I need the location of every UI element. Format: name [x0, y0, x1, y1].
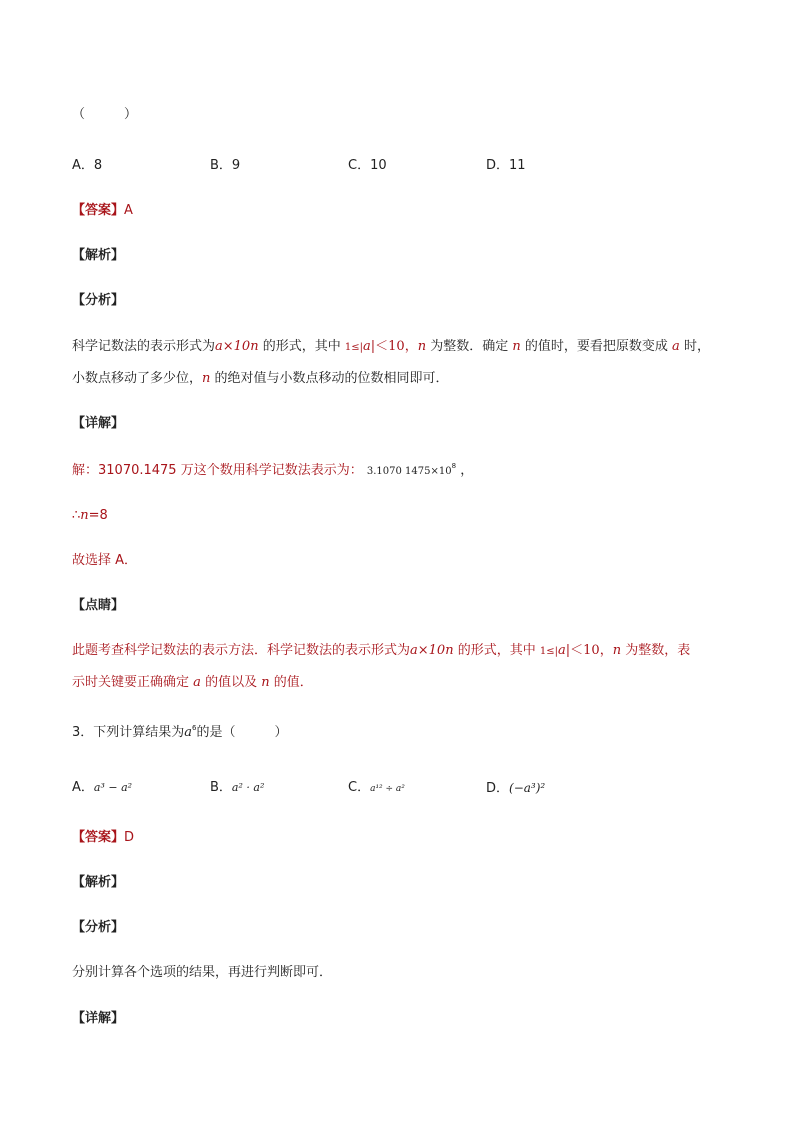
math-a: a [184, 725, 193, 740]
math-a-times-10n: a×10n [215, 339, 259, 354]
question-stem-tail [72, 106, 137, 124]
math-a: a [363, 339, 371, 354]
option-expr: a² · a² [231, 781, 265, 794]
therefore-line [72, 507, 108, 525]
math-exponent: 6 [192, 724, 197, 732]
q3-fenxi-text: 分别计算各个选项的结果，再进行判断即可． [72, 965, 333, 980]
option-expr: a¹² ÷ a² [370, 784, 405, 794]
text: 的形式，其中 [262, 339, 341, 354]
dianjing-line-1 [72, 642, 690, 661]
q3-xiangjie-tag: 【详解】 [72, 1011, 125, 1026]
math-range: |＜10， [370, 339, 418, 354]
solution-text: 解：31070.1475 万这个数用科学记数法表示为： [72, 463, 363, 478]
math-n: n [612, 643, 622, 658]
option-a: A．8 [72, 158, 103, 173]
text: 示时关键要正确确定 [72, 675, 190, 690]
text: 的值． [273, 675, 313, 690]
text: 3．下列计算结果为 [72, 725, 185, 740]
option-label: A． [72, 780, 94, 795]
math-range: |＜10， [565, 643, 613, 658]
answer-value: A [124, 203, 133, 218]
dianjing-line-2 [72, 674, 313, 692]
math-n: n [417, 339, 427, 354]
question-3-stem [72, 724, 288, 742]
q3-option-a [72, 779, 132, 797]
xiangjie-tag: 【详解】 [72, 416, 125, 431]
text: 的形式，其中 [457, 643, 536, 658]
text: 的是（ ） [196, 725, 288, 740]
answer-tag: 【答案】 [72, 203, 125, 218]
text: 时， [683, 339, 710, 354]
therefore-symbol: ∴ [72, 508, 81, 523]
text: =8 [88, 508, 108, 523]
math-a: a [672, 339, 680, 354]
q3-analysis-tag: 【解析】 [72, 875, 125, 890]
text: 的值时，要看把原数变成 [524, 339, 668, 354]
option-expr: (−a³)² [509, 781, 546, 795]
text: 为整数，表 [625, 643, 691, 658]
stem-bracket: （ ） [72, 107, 138, 122]
option-c: C．10 [348, 158, 387, 173]
option-b: B．9 [210, 158, 241, 173]
q3-option-d [486, 779, 545, 798]
fenxi-line-2 [72, 370, 449, 388]
math-range: 1≤| [539, 646, 558, 657]
answer-line [72, 202, 133, 220]
math-a: a [193, 675, 201, 690]
math-n: n [80, 508, 89, 523]
fenxi-tag: 【分析】 [72, 293, 125, 308]
solution-line [72, 462, 473, 481]
text: 为整数．确定 [430, 339, 509, 354]
text: 的绝对值与小数点移动的位数相同即可． [214, 371, 449, 386]
answer-value: D [124, 830, 135, 845]
dianjing-tag: 【点睛】 [72, 598, 125, 613]
math-n: n [202, 371, 211, 386]
q3-fenxi-tag: 【分析】 [72, 920, 125, 935]
text: ， [460, 463, 474, 478]
text: 此题考查科学记数法的表示方法．科学记数法的表示形式为 [72, 643, 411, 658]
math-range: 1≤| [344, 342, 363, 353]
math-n: n [261, 675, 270, 690]
choose-line: 故选择 A． [72, 553, 138, 568]
math-n: n [512, 339, 521, 354]
option-expr: a³ − a² [93, 781, 133, 794]
option-label: B． [210, 780, 232, 795]
option-label: C． [348, 780, 371, 795]
q3-option-c [348, 779, 405, 798]
solution-math: 3.1070 1475×10 [366, 466, 452, 477]
math-a-times-10n: a×10n [410, 643, 454, 658]
option-d: D．11 [486, 158, 526, 173]
text: 的值以及 [205, 675, 258, 690]
fenxi-line-1 [72, 338, 710, 357]
q3-answer-line [72, 829, 134, 847]
analysis-tag: 【解析】 [72, 248, 125, 263]
answer-tag: 【答案】 [72, 830, 125, 845]
math-a: a [558, 643, 566, 658]
text: 科学记数法的表示形式为 [72, 339, 216, 354]
q3-option-b [210, 779, 264, 797]
text: 小数点移动了多少位， [72, 371, 203, 386]
solution-exponent: 8 [451, 462, 457, 470]
option-label: D． [486, 781, 510, 796]
